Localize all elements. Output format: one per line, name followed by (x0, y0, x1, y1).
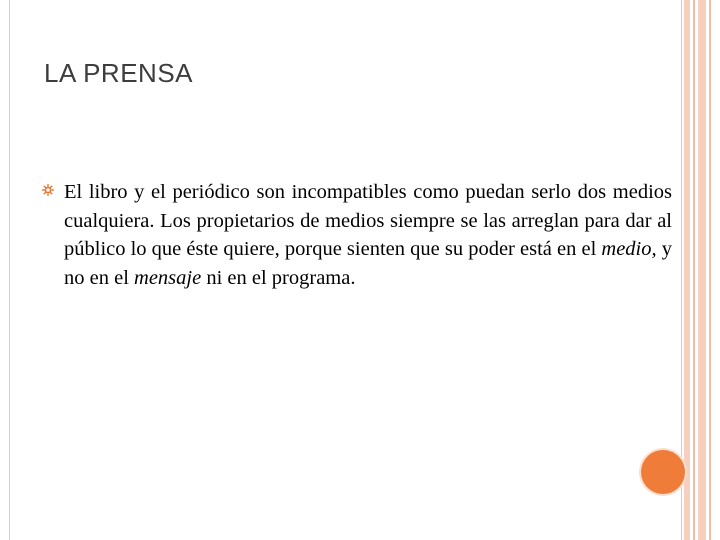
bullet-text (64, 178, 672, 292)
decorative-stripe (684, 0, 690, 540)
decorative-stripe (693, 0, 695, 540)
italic-segment-mensaje: mensaje (134, 266, 202, 289)
italic-segment-medio: medio, (601, 238, 657, 260)
decorative-stripe (698, 0, 706, 540)
sun-bullet-icon (42, 184, 54, 196)
text-segment: y no en el (64, 238, 672, 289)
text-segment: ni en el programa. (201, 266, 356, 289)
slide-title: LA PRENSA (44, 58, 194, 88)
bullet-item (42, 178, 672, 292)
text-segment: El libro y el periódico son incompatibles como puedan serlo dos medios cualquiera. Los propietarios de medios siempre se las arreglan para dar al público lo que éste quiere, porque sienten que su poder está en el (64, 181, 672, 260)
decorative-circle (641, 450, 685, 494)
decorative-stripe (709, 0, 711, 540)
